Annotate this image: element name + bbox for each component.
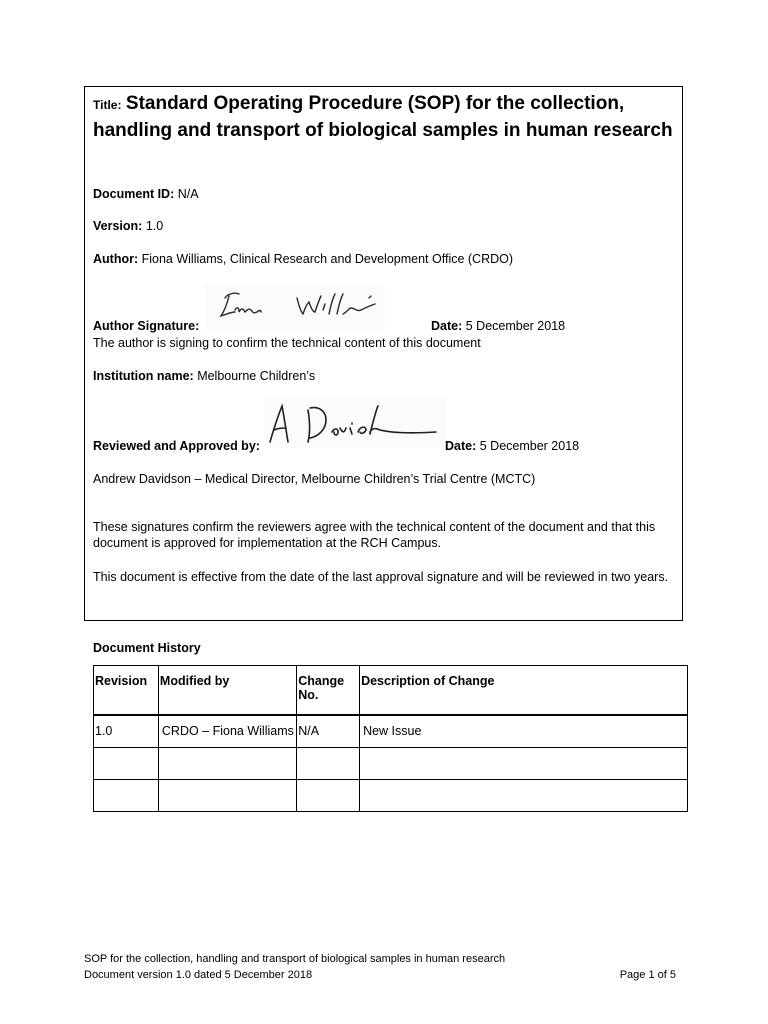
reviewed-date-label: Date:	[445, 439, 477, 453]
reviewed-date-value: 5 December 2018	[479, 439, 580, 453]
table-cell	[94, 780, 159, 812]
table-cell: New Issue	[360, 715, 688, 748]
signatures-paragraph: These signatures confirm the reviewers agree with the technical content of the document and that this document is approved for implementation at the RCH Campus.	[93, 520, 656, 550]
table-cell	[158, 748, 296, 780]
author-value: Fiona Williams, Clinical Research and Development Office (CRDO)	[141, 252, 514, 266]
table-cell	[94, 748, 159, 780]
author-date-label: Date:	[431, 319, 463, 333]
page-number: Page 1 of 5	[619, 969, 676, 981]
document-history-heading: Document History	[93, 641, 201, 655]
reviewed-approved-label: Reviewed and Approved by:	[93, 439, 260, 453]
document-id-label: Document ID:	[93, 187, 175, 201]
column-header-description: Description of Change	[360, 666, 688, 716]
reviewer-line: Andrew Davidson – Medical Director, Melbourne Children’s Trial Centre (MCTC)	[93, 472, 536, 486]
author-label: Author:	[93, 252, 139, 266]
title-label: Title:	[93, 98, 122, 112]
table-cell: CRDO – Fiona Williams	[158, 715, 296, 748]
document-history-table	[93, 665, 688, 812]
document-title	[93, 90, 673, 144]
institution-value: Melbourne Children’s	[197, 369, 316, 383]
table-row	[94, 715, 688, 748]
table-cell: N/A	[297, 715, 360, 748]
institution-row	[93, 368, 315, 384]
footer-doc-title: SOP for the collection, handling and transport of biological samples in human research	[84, 953, 506, 965]
table-cell	[360, 780, 688, 812]
table-cell	[158, 780, 296, 812]
author-date-value: 5 December 2018	[465, 319, 566, 333]
reviewed-date-row	[445, 438, 579, 454]
author-row	[93, 251, 513, 267]
column-header-change-no: Change No.	[297, 666, 360, 716]
document-id-value: N/A	[177, 187, 199, 201]
document-id-row	[93, 186, 199, 202]
title-text: Standard Operating Procedure (SOP) for the collection, handling and transport of biological samples in human research	[93, 93, 673, 141]
version-label: Version:	[93, 219, 143, 233]
author-signature-note: The author is signing to confirm the technical content of this document	[93, 336, 481, 350]
table-cell	[360, 748, 688, 780]
table-cell: 1.0	[94, 715, 159, 748]
page-footer	[84, 951, 684, 983]
version-row	[93, 218, 163, 234]
footer-version: Document version 1.0 dated 5 December 2018	[84, 969, 313, 981]
table-row	[94, 780, 688, 812]
effective-paragraph: This document is effective from the date of the last approval signature and will be reviewed in two years.	[93, 570, 669, 584]
column-header-revision: Revision	[94, 666, 159, 716]
version-value: 1.0	[145, 219, 164, 233]
reviewer-signature	[264, 398, 446, 448]
table-row	[94, 748, 688, 780]
author-signature	[205, 284, 385, 330]
institution-label: Institution name:	[93, 369, 194, 383]
table-cell	[297, 748, 360, 780]
table-header-row	[94, 666, 688, 716]
column-header-modified-by: Modified by	[158, 666, 296, 716]
author-date-row	[431, 318, 565, 334]
author-signature-label: Author Signature:	[93, 319, 200, 333]
table-cell	[297, 780, 360, 812]
